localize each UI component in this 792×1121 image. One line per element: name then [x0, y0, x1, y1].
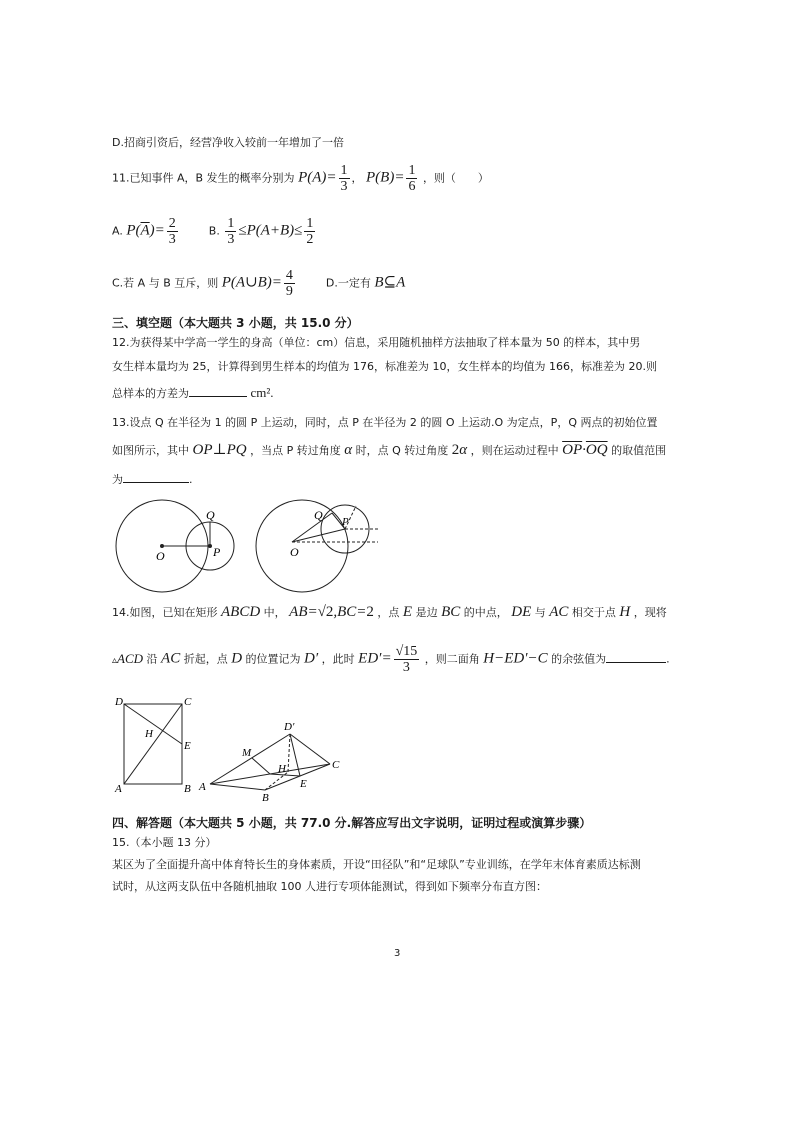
label-dprime: D′ — [284, 721, 295, 733]
q13-line-1: 13.设点 Q 在半径为 1 的圆 P 上运动，同时，点 P 在半径为 2 的圆 O 上运动.O 为定点，P，Q 两点的初始位置 — [112, 416, 658, 429]
label-o-left: O — [156, 549, 165, 563]
label-o-right: O — [290, 545, 299, 559]
q14-fold-line: AC — [161, 650, 181, 667]
q14-figure — [112, 692, 352, 802]
q11-option-c-text: C.若 A 与 B 互斥，则 — [112, 276, 219, 290]
q11-frac-1-3-b: $\frac{1}{3}$ — [227, 216, 235, 247]
q11-options-cd — [112, 268, 405, 299]
q14-triangle-acd: ▵ACD — [112, 650, 144, 666]
q11-formula-pa: P(A)= — [298, 169, 337, 186]
q11-formula-pb: P(B)= — [366, 169, 405, 186]
fold-ab — [210, 784, 265, 790]
fold-bc — [265, 764, 330, 790]
q14-line-1f: 与 — [534, 606, 546, 619]
q13-line-2c: 时，点 Q 转过角度 — [355, 444, 449, 457]
page-number: 3 — [394, 948, 401, 959]
q14-bc: BC — [441, 604, 461, 620]
q14-line-1e: 的中点， — [463, 606, 508, 619]
label-c: C — [184, 696, 192, 708]
q12-line-3-text: 总样本的方差为 — [112, 387, 189, 400]
q14-line-1 — [112, 604, 667, 621]
segment-oq-right — [292, 513, 332, 542]
q14-line-1a: 14.如图，已知在矩形 — [112, 606, 218, 619]
fold-dh-dashed — [288, 734, 290, 772]
label-p-left: P — [213, 545, 221, 559]
diagonal-ac — [124, 704, 182, 784]
q12-line-2: 女生样本量均为 25，计算得到男生样本的均值为 176，标准差为 10，女生样本的均值为 166，标准差为 20.则 — [112, 360, 657, 373]
q14-e: E — [402, 604, 413, 620]
q13-line-2e: 的取值范围 — [611, 444, 667, 457]
label-h-folded: H — [278, 763, 286, 775]
q13-formula-perp: OP⊥PQ — [192, 442, 247, 458]
q14-line-1g: 相交于点 — [571, 606, 616, 619]
q13-line-3 — [112, 470, 193, 487]
q11-frac-4-9: $\frac{4}{9}$ — [285, 268, 293, 299]
q14-line-2c: 的位置记为 — [245, 652, 301, 666]
q11-option-b-label: B. — [208, 224, 220, 238]
q14-line-2a: 沿 — [146, 652, 158, 666]
q14-point-d: D — [231, 650, 243, 667]
q11-frac-1-3: $\frac{1}{3}$ — [340, 163, 348, 194]
fold-mh — [252, 758, 270, 774]
label-c-folded: C — [332, 759, 340, 771]
q15-head: 15.（本小题 13 分） — [112, 836, 217, 849]
q14-line-2f: 的余弦值为 — [551, 652, 607, 666]
q14-folded-figure — [210, 734, 330, 790]
q14-formula-sides: AB=√2,BC=2 — [289, 604, 374, 620]
q12-line-3 — [112, 384, 274, 401]
q13-line-2b: ，当点 P 转过角度 — [250, 444, 341, 457]
q14-period: . — [666, 652, 670, 666]
label-h: H — [145, 728, 153, 740]
q13-formula-2alpha: 2α — [451, 442, 468, 458]
label-a-folded: A — [199, 781, 206, 793]
q11-frac-1-2: $\frac{1}{2}$ — [306, 216, 314, 247]
q14-frac-sqrt15-3: $\frac{√15}{3}$ — [395, 644, 418, 675]
section-3-title: 三、填空题（本大题共 3 小题，共 15.0 分） — [112, 316, 359, 330]
q14-de: DE — [511, 604, 532, 620]
q12-unit: cm². — [250, 385, 274, 400]
label-b-folded: B — [262, 792, 269, 802]
q13-line-2a: 如图所示，其中 — [112, 444, 189, 457]
q15-line-2: 试时，从这两支队伍中各随机抽取 100 人进行专项体能测试，得到如下频率分布直方图： — [112, 880, 547, 893]
circle-o-right — [256, 500, 348, 592]
segment-de — [124, 704, 182, 744]
label-d: D — [115, 696, 123, 708]
q11-stem — [112, 163, 489, 194]
q13-line-3-text: 为 — [112, 473, 123, 486]
label-p-right: P — [342, 516, 349, 528]
q13-figure — [112, 494, 402, 594]
label-e-folded: E — [300, 778, 307, 790]
q14-rectangle-figure — [124, 704, 182, 784]
q14-line-2d: ，此时 — [321, 652, 355, 666]
section-4-title: 四、解答题（本大题共 5 小题，共 77.0 分.解答应写出文字说明，证明过程或演算步骤） — [112, 816, 592, 830]
label-m: M — [242, 747, 252, 759]
q15-line-1: 某区为了全面提升高中体育特长生的身体素质，开设“田径队”和“足球队”专业训练，在学年末体育素质达标测 — [112, 858, 641, 871]
q13-answer-blank[interactable] — [123, 470, 189, 483]
q13-formula-dot: $\overline{OP}\cdot\overline{OQ}$ — [562, 442, 608, 458]
q11-option-a-formula: $P(\overline{A})=$ — [126, 222, 165, 239]
q14-h: H — [619, 604, 631, 620]
q13-formula-alpha: α — [344, 442, 353, 458]
q14-ac: AC — [549, 604, 569, 620]
q11-options-ab — [112, 216, 317, 247]
q14-rect-name: ABCD — [221, 604, 261, 620]
q13-line-2d: ，则在运动过程中 — [470, 444, 559, 457]
q14-point-dprime: D′ — [304, 650, 319, 667]
point-o-left — [161, 545, 164, 548]
label-b: B — [184, 783, 191, 795]
q11-option-d-formula: B⊆A — [374, 274, 406, 291]
label-q-left: Q — [206, 508, 215, 522]
q14-line-1c: ，点 — [377, 606, 400, 619]
q12-line-1: 12.为获得某中学高一学生的身高（单位：cm）信息，采用随机抽样方法抽取了样本量为 50 的样本，其中男 — [112, 336, 641, 349]
q13-period: . — [189, 473, 193, 486]
q11-option-a-label: A. — [112, 224, 123, 238]
q14-line-1b: 中， — [263, 606, 286, 619]
q14-line-1d: 是边 — [415, 606, 438, 619]
label-a: A — [115, 783, 122, 795]
q14-line-2 — [112, 644, 670, 675]
q11-frac-1-6: $\frac{1}{6}$ — [408, 163, 416, 194]
q10-option-d: D.招商引资后，经营净收入较前一年增加了一倍 — [112, 136, 344, 149]
q14-line-2b: 折起，点 — [183, 652, 228, 666]
fold-ad — [210, 734, 290, 784]
q14-line-1h: ，现将 — [633, 606, 667, 619]
q14-line-2e: ，则二面角 — [424, 652, 480, 666]
label-q-right: Q — [314, 508, 323, 522]
q11-stem-end: ，则（ ） — [422, 171, 489, 185]
q11-comma: ， — [351, 171, 363, 185]
q14-dihedral: H−ED′−C — [483, 650, 548, 667]
segment-op-right — [292, 529, 345, 542]
q13-line-2 — [112, 440, 666, 459]
label-e: E — [184, 740, 191, 752]
q11-stem-text: 11.已知事件 A，B 发生的概率分别为 — [112, 171, 295, 185]
q14-answer-blank[interactable] — [606, 650, 666, 663]
q11-option-d-text: D.一定有 — [325, 276, 371, 290]
q11-frac-2-3: $\frac{2}{3}$ — [168, 216, 176, 247]
q14-formula-ed: ED′= — [358, 650, 392, 667]
point-p-left — [209, 545, 212, 548]
q11-option-c-formula: P(A∪B)= — [221, 274, 282, 291]
q11-option-b-formula: ≤P(A+B)≤ — [238, 222, 303, 239]
q12-answer-blank[interactable] — [189, 384, 247, 397]
